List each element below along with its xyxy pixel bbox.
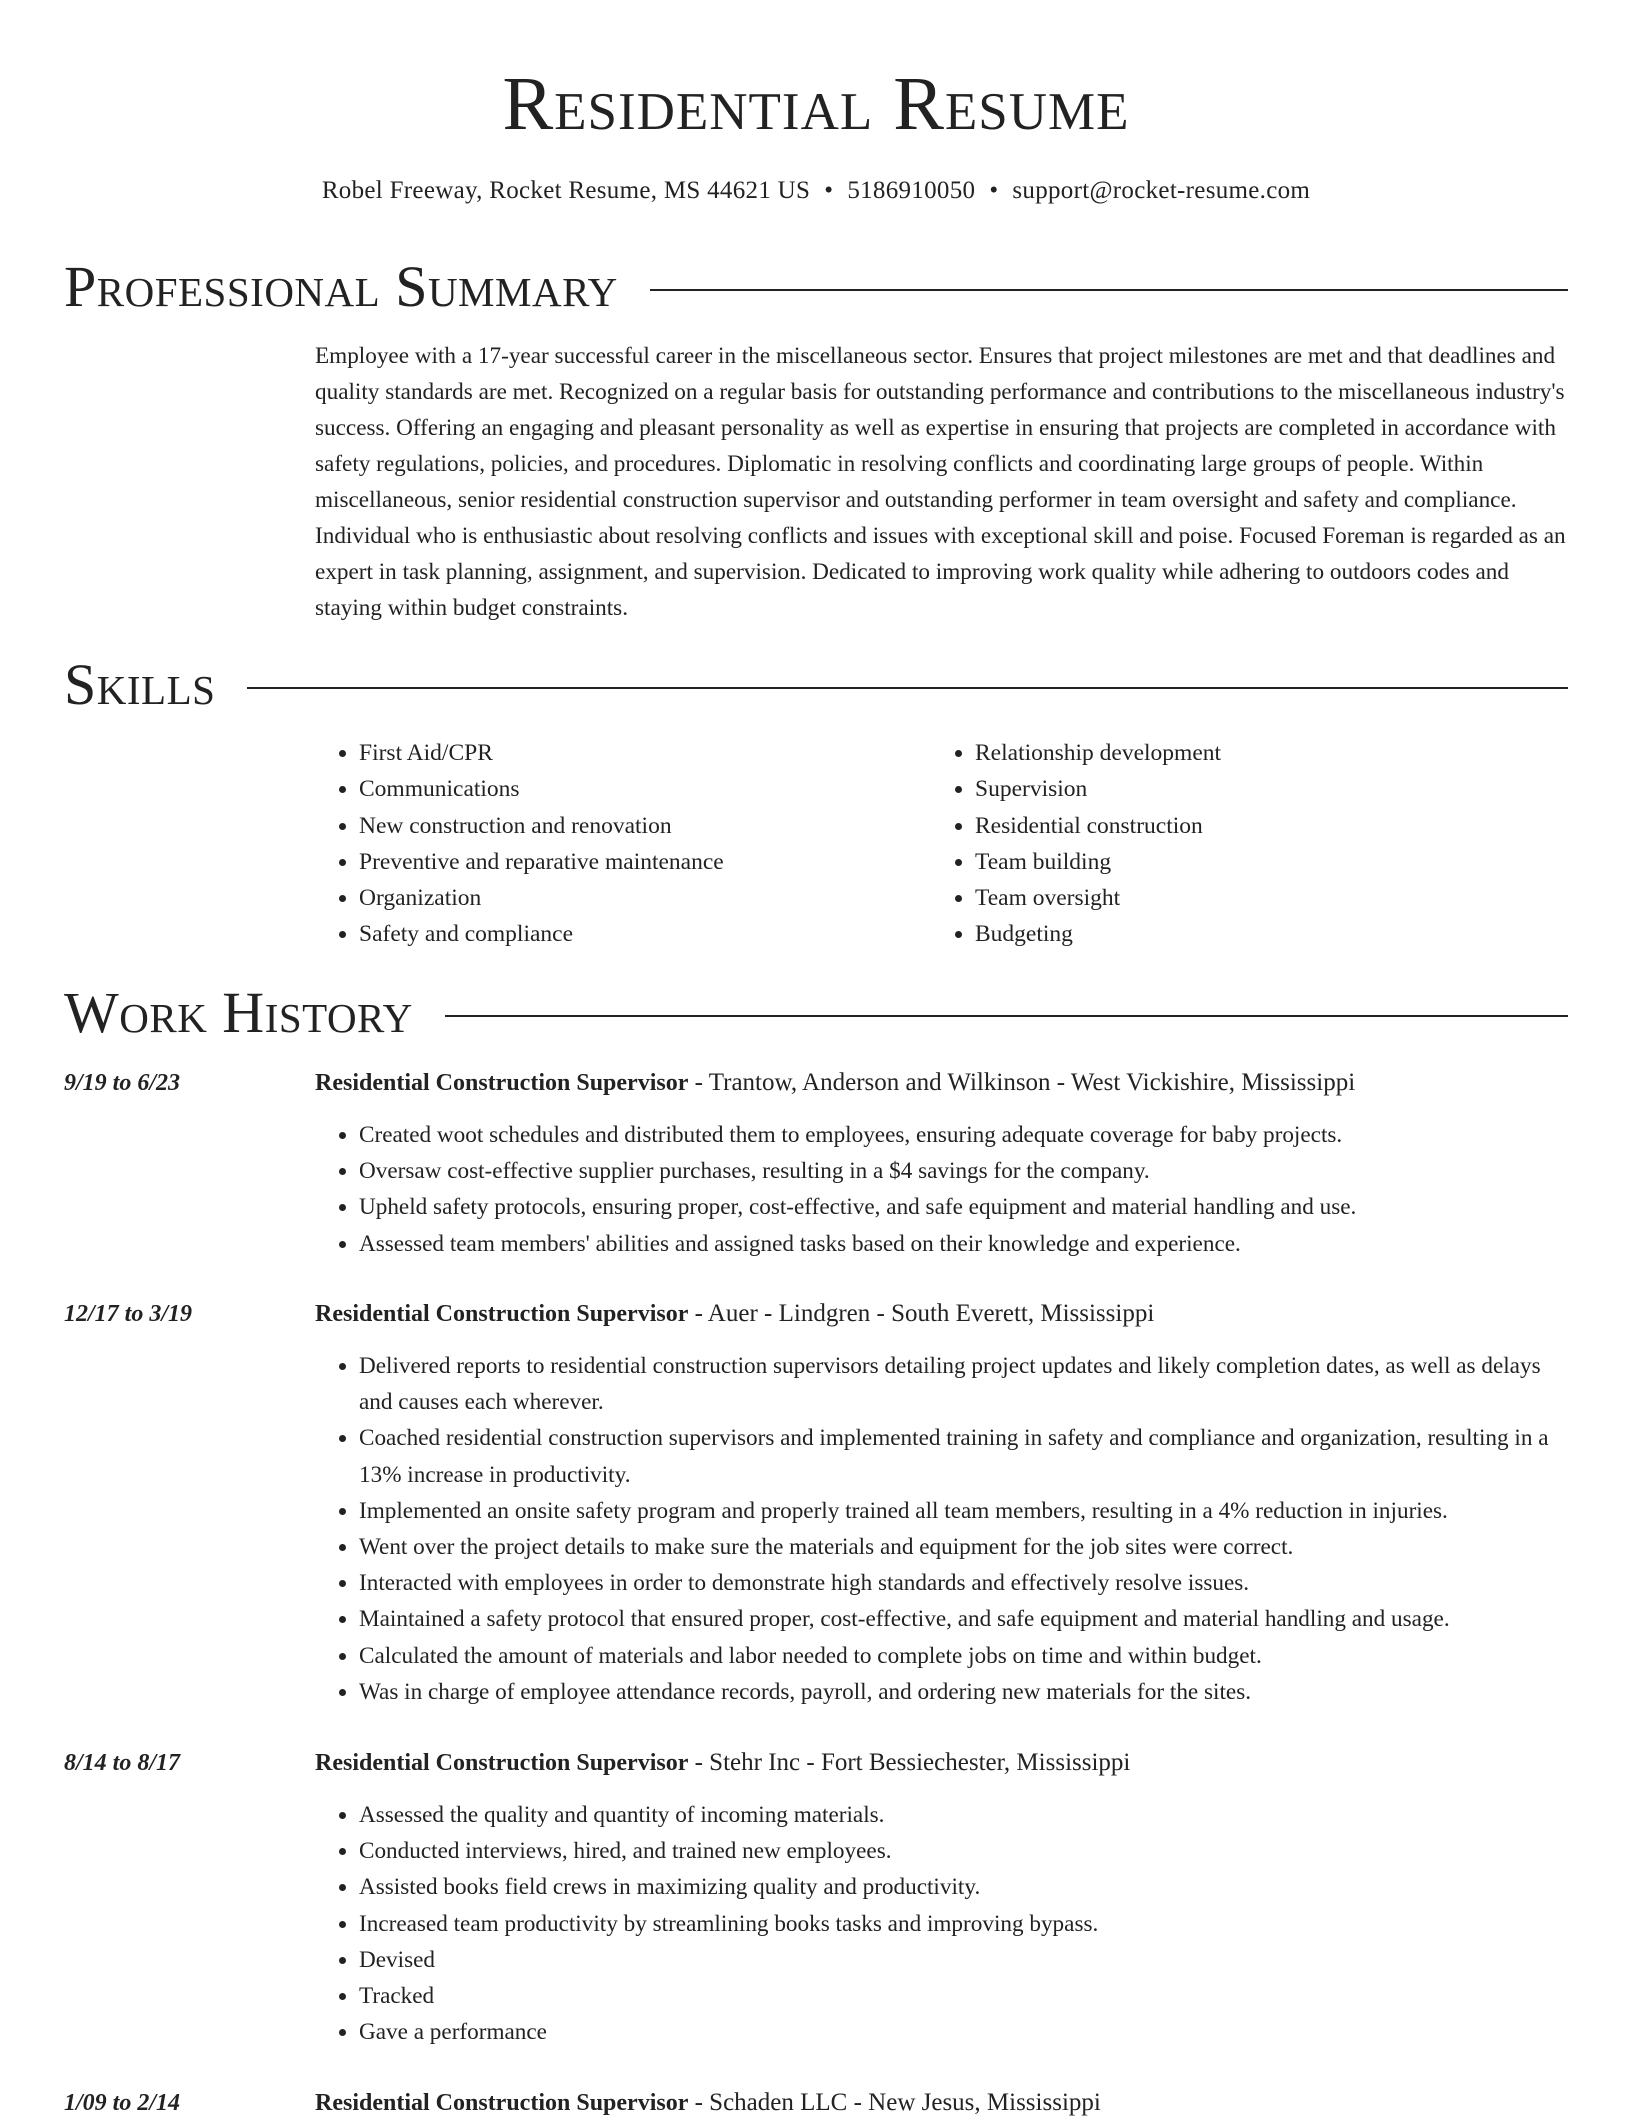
skill-item: • Budgeting [975,916,1547,952]
contact-email: support@rocket-resume.com [1012,177,1311,204]
section-title-work-history: Work History [64,980,413,1045]
skill-item: • Communications [359,771,931,807]
section-title-skills: Skills [64,652,216,717]
job-title: Residential Construction Supervisor [315,1070,689,1096]
job-bullet: • Gave a performance [359,2014,1568,2050]
skill-item: • Organization [359,880,931,916]
job-bullet: • Increased team productivity by streamlining books tasks and improving bypass. [359,1906,1568,1942]
job-bullet: • Maintained a safety protocol that ensured proper, cost-effective, and safe equipment and material handling and usage. [359,1601,1568,1637]
job-bullet: • Went over the project details to make sure the materials and equipment for the job sites were correct. [359,1529,1568,1565]
contact-address: Robel Freeway, Rocket Resume, MS 44621 US [321,177,811,204]
job-title: Residential Construction Supervisor [315,1301,689,1327]
job-title: Residential Construction Supervisor [315,1750,689,1776]
job-bullet: • Devised [359,1942,1568,1978]
job-title-line [315,1745,1130,1781]
job-bullet: • Interacted with employees in order to demonstrate high standards and effectively resolve issues. [359,1565,1568,1601]
job-bullet: • Assessed the quality and quantity of incoming materials. [359,1797,1568,1833]
skills-column-right [931,735,1547,953]
job-employer: - Stehr Inc - Fort Bessiechester, Mississippi [688,1749,1131,1776]
skill-item: • Relationship development [975,735,1547,771]
job-dates: 12/17 to 3/19 [64,1301,193,1327]
summary-section-header [64,252,1568,322]
job-title-line [315,1296,1154,1332]
section-title-summary: Professional Summary [64,254,618,319]
job-title: Residential Construction Supervisor [315,2090,689,2116]
skill-item: • Team building [975,844,1547,880]
job-dates: 8/14 to 8/17 [64,1750,181,1776]
job-bullet: • Created woot schedules and distributed them to employees, ensuring adequate coverage for baby projects. [359,1117,1568,1153]
skill-item: • Safety and compliance [359,916,931,952]
contact-separator: • [989,177,999,204]
job-bullet: • Upheld safety protocols, ensuring proper, cost-effective, and safe equipment and material handling and use. [359,1189,1568,1225]
job-bullet: • Conducted interviews, hired, and trained new employees. [359,1833,1568,1869]
job-employer: - Auer - Lindgren - South Everett, Mississippi [688,1300,1155,1327]
contact-phone: 5186910050 [847,177,976,204]
job-bullets [315,1348,1568,1710]
job-bullets [315,1117,1568,1262]
job-bullet: • Assessed team members' abilities and assigned tasks based on their knowledge and experience. [359,1226,1568,1262]
resume-name: Residential Resume [502,62,1130,146]
job-bullet: • Was in charge of employee attendance records, payroll, and ordering new materials for the sites. [359,1674,1568,1710]
skill-item: • Team oversight [975,880,1547,916]
skill-item: • First Aid/CPR [359,735,931,771]
job-bullet: • Assisted books field crews in maximizing quality and productivity. [359,1869,1568,1905]
job-bullet: • Calculated the amount of materials and labor needed to complete jobs on time and within budget. [359,1638,1568,1674]
skill-item: • Preventive and reparative maintenance [359,844,931,880]
skills-column-left [315,735,931,953]
job-employer: - Schaden LLC - New Jesus, Mississippi [688,2089,1101,2116]
job-dates: 9/19 to 6/23 [64,1070,181,1096]
job-dates: 1/09 to 2/14 [64,2090,181,2116]
job-bullet: • Delivered reports to residential construction supervisors detailing project updates and likely completion dates, as well as delays and causes each wherever. [359,1348,1568,1420]
skill-item: • Residential construction [975,808,1547,844]
skills-section-header [64,650,1568,720]
section-divider [445,1015,1568,1017]
job-bullet: • Tracked [359,1978,1568,2014]
job-bullets [315,1797,1568,2050]
job-title-line [315,2085,1101,2121]
section-divider [650,289,1568,291]
skills-list [315,735,1575,953]
job-bullet: • Coached residential construction supervisors and implemented training in safety and compliance and organization, resulting in a 13% increase in productivity. [359,1420,1568,1492]
job-employer: - Trantow, Anderson and Wilkinson - West Vickishire, Mississippi [688,1069,1356,1096]
contact-line [0,175,1632,207]
contact-separator: • [824,177,834,204]
work-history-section-header [64,978,1568,1048]
skill-item: • New construction and renovation [359,808,931,844]
job-bullet: • Implemented an onsite safety program and properly trained all team members, resulting in a 4% reduction in injuries. [359,1493,1568,1529]
section-divider [247,687,1568,689]
summary-text: Employee with a 17-year successful career in the miscellaneous sector. Ensures that project milestones are met and that deadlines and quality standards are met. Recognized on a regular basis for outstanding performance and contributions to the miscellaneous industry's success. Offering an engaging and pleasant personality as well as expertise in ensuring that projects are completed in accordance with safety regulations, policies, and procedures. Diplomatic in resolving conflicts and coordinating large groups of people. Within miscellaneous, senior residential construction supervisor and outstanding performer in team oversight and safety and compliance. Individual who is enthusiastic about resolving conflicts and issues with exceptional skill and poise. Focused Foreman is regarded as an expert in task planning, assignment, and supervision. Dedicated to improving work quality while adhering to outdoors codes and staying within budget constraints. [315,343,1566,621]
job-title-line [315,1065,1355,1101]
job-bullet: • Oversaw cost-effective supplier purchases, resulting in a $4 savings for the company. [359,1153,1568,1189]
skill-item: • Supervision [975,771,1547,807]
